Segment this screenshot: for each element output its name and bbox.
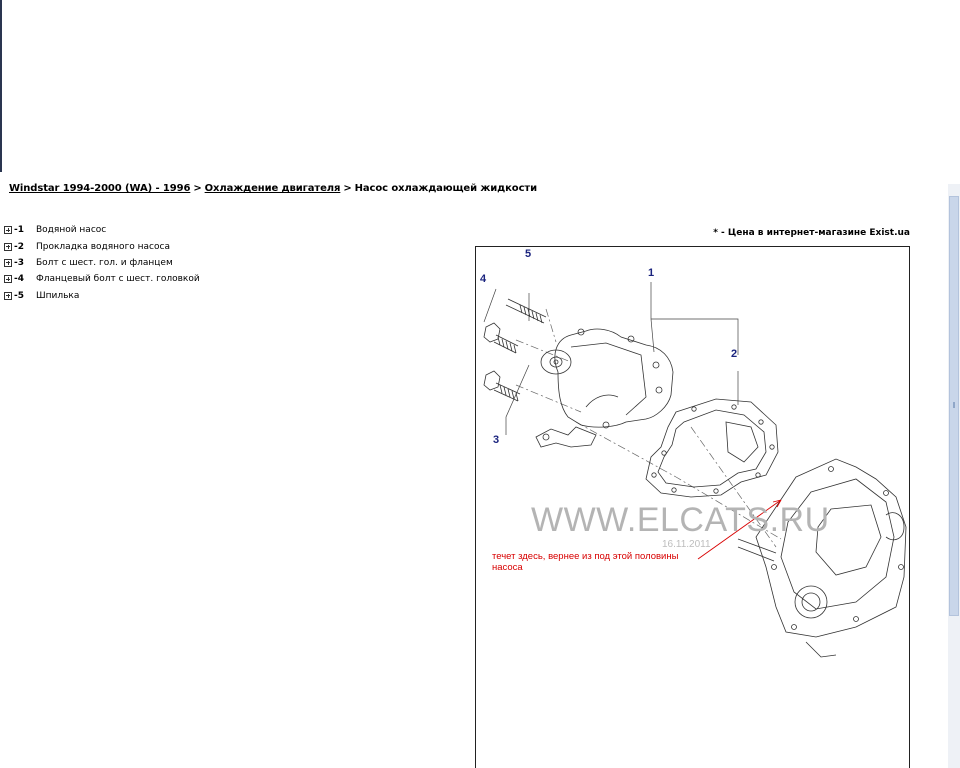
part-name: Шпилька [36,290,80,301]
expand-plus-icon[interactable] [4,226,12,234]
part-number: -3 [14,257,24,268]
part-row-1[interactable] [4,222,304,238]
breadcrumb-separator: > [343,183,352,194]
callout-2[interactable]: 2 [731,348,738,360]
breadcrumb-category-link[interactable]: Охлаждение двигателя [204,183,341,194]
callout-4[interactable]: 4 [480,273,487,285]
vertical-scrollbar[interactable] [948,184,960,768]
expand-plus-icon[interactable] [4,243,12,251]
breadcrumb-current: Насос охлаждающей жидкости [354,183,538,194]
breadcrumb-separator: > [193,183,202,194]
part-row-4[interactable] [4,271,304,287]
parts-list [4,222,304,304]
part-number: -4 [14,274,24,285]
bolt-4-drawing [484,323,518,353]
parts-diagram[interactable] [475,246,910,768]
part-name: Прокладка водяного насоса [36,241,170,252]
part-row-5[interactable] [4,288,304,304]
watermark: WWW.ELCATS.RU [531,501,830,539]
expand-plus-icon[interactable] [4,275,12,283]
expand-plus-icon[interactable] [4,292,12,300]
part-number: -1 [14,225,24,236]
stud-5-drawing [506,299,546,323]
callout-1[interactable]: 1 [648,267,655,279]
bolt-3-drawing [484,371,520,401]
scroll-thumb[interactable] [949,196,959,616]
part-name: Болт с шест. гол. и фланцем [36,257,173,268]
expand-plus-icon[interactable] [4,259,12,267]
part-name: Фланцевый болт с шест. головкой [36,274,200,285]
leader-lines [484,282,738,435]
breadcrumb [9,183,537,194]
part-row-2[interactable] [4,238,304,254]
breadcrumb-model-link[interactable]: Windstar 1994-2000 (WA) - 1996 [9,183,191,194]
gasket-drawing [646,399,778,497]
part-name: Водяной насос [36,225,107,236]
callout-3[interactable]: 3 [493,434,500,446]
watermark-date: 16.11.2011 [662,539,711,550]
front-cover-drawing [738,459,906,657]
water-pump-drawing [536,329,673,447]
leak-annotation: течет здесь, вернее из под этой половины насоса [492,551,679,573]
part-row-3[interactable] [4,255,304,271]
callout-5[interactable]: 5 [525,248,532,260]
part-number: -2 [14,241,24,252]
part-number: -5 [14,290,24,301]
price-note: * - Цена в интернет-магазине Exist.ua [713,228,910,238]
left-edge-bar [0,0,2,172]
